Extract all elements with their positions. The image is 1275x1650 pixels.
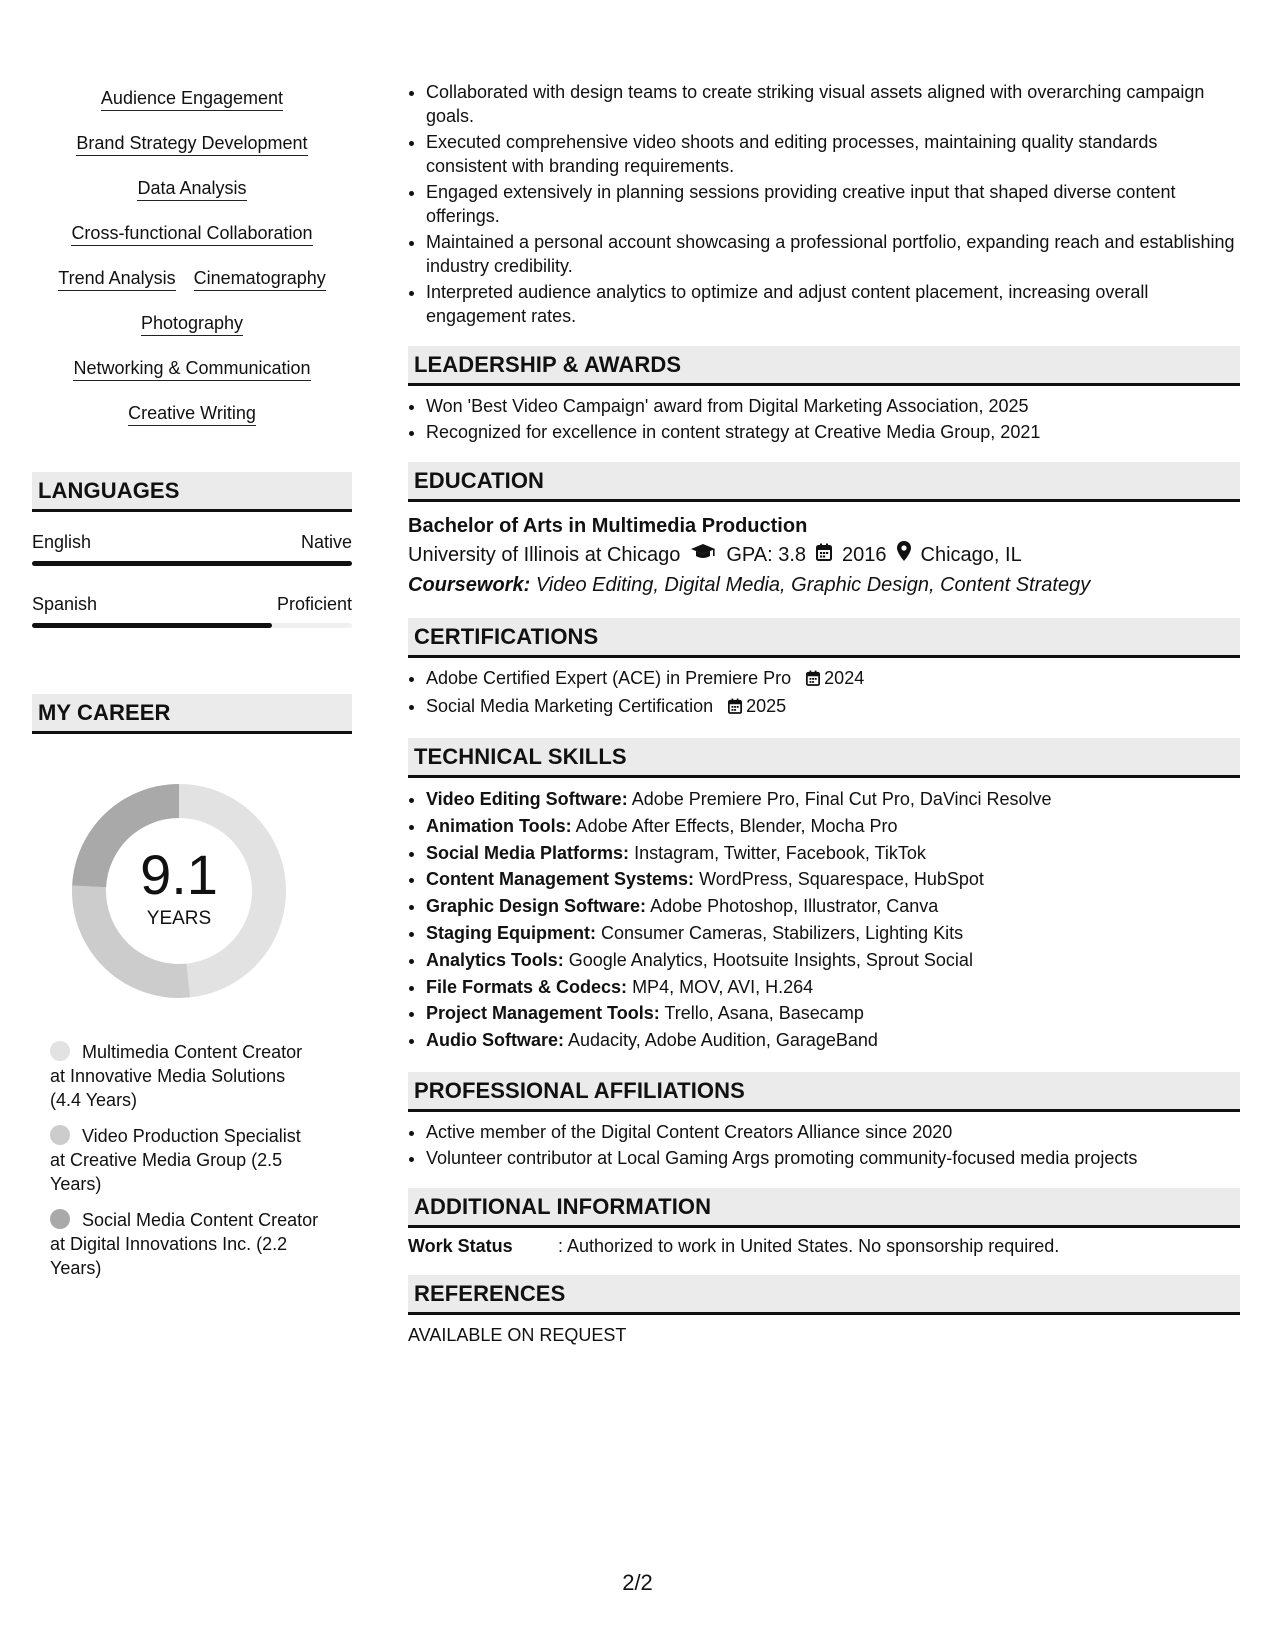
certification-item bbox=[426, 694, 1240, 720]
skill-tag: Audience Engagement bbox=[101, 82, 283, 111]
education-location: Chicago, IL bbox=[920, 544, 1022, 566]
leadership-item: • Won 'Best Video Campaign' award from Digital Marketing Association, 2025 bbox=[426, 394, 1240, 418]
technical-skill-label: Analytics Tools: bbox=[426, 949, 564, 970]
leadership-list bbox=[408, 394, 1240, 444]
languages-heading: LANGUAGES bbox=[32, 472, 352, 512]
career-role-text: Social Media Content Creator at Digital Innovations Inc. (2.2 Years) bbox=[50, 1210, 319, 1278]
calendar-icon bbox=[806, 668, 820, 692]
leadership-heading: LEADERSHIP & AWARDS bbox=[408, 346, 1240, 386]
language-level: Native bbox=[300, 532, 352, 552]
affiliation-item: • Volunteer contributor at Local Gaming Args promoting community-focused media projects bbox=[426, 1146, 1240, 1170]
certification-name: Adobe Certified Expert (ACE) in Premiere Pro bbox=[426, 668, 792, 688]
technical-skill-label: Graphic Design Software: bbox=[426, 896, 647, 917]
career-role-text: Video Production Specialist at Creative Media Group (2.5 Years) bbox=[50, 1126, 301, 1194]
technical-skill-value: Instagram, Twitter, Facebook, TikTok bbox=[634, 842, 926, 863]
technical-skill-value: Google Analytics, Hootsuite Insights, Sprout Social bbox=[568, 949, 973, 970]
career-role bbox=[50, 1208, 320, 1280]
certifications-list bbox=[408, 666, 1240, 720]
certification-year: 2024 bbox=[824, 668, 865, 688]
skill-tag: Brand Strategy Development bbox=[76, 127, 307, 156]
graduation-year: 2016 bbox=[842, 544, 887, 566]
technical-skill bbox=[426, 786, 1240, 813]
work-status-row bbox=[408, 1236, 1240, 1257]
technical-skill-value: Audacity, Adobe Audition, GarageBand bbox=[568, 1030, 878, 1051]
references-heading: REFERENCES bbox=[408, 1275, 1240, 1315]
language-bar-fill bbox=[32, 623, 272, 628]
language-bar bbox=[32, 561, 352, 566]
language-bar bbox=[32, 623, 352, 628]
technical-skill-value: MP4, MOV, AVI, H.264 bbox=[632, 976, 814, 997]
skill-tag: Networking & Communication bbox=[73, 352, 310, 381]
degree-title: Bachelor of Arts in Multimedia Production bbox=[408, 515, 808, 537]
calendar-icon bbox=[816, 540, 832, 570]
career-donut bbox=[66, 778, 292, 1004]
technical-skill bbox=[426, 947, 1240, 974]
career-unit: YEARS bbox=[146, 908, 212, 929]
technical-skill bbox=[426, 920, 1240, 947]
certification-item bbox=[426, 666, 1240, 692]
technical-skills-list bbox=[408, 786, 1240, 1054]
education-heading: EDUCATION bbox=[408, 462, 1240, 502]
coursework-list: Video Editing, Digital Media, Graphic Design, Content Strategy bbox=[535, 574, 1091, 596]
technical-skill bbox=[426, 866, 1240, 893]
left-column bbox=[32, 82, 352, 1292]
experience-bullets bbox=[408, 80, 1240, 328]
technical-skill-value: Adobe Premiere Pro, Final Cut Pro, DaVinci Resolve bbox=[631, 789, 1052, 809]
technical-skill bbox=[426, 893, 1240, 920]
right-column bbox=[408, 80, 1240, 1346]
affiliations-heading: PROFESSIONAL AFFILIATIONS bbox=[408, 1072, 1240, 1112]
career-roles bbox=[32, 1040, 352, 1280]
technical-skill-value: Trello, Asana, Basecamp bbox=[664, 1003, 864, 1024]
certifications-heading: CERTIFICATIONS bbox=[408, 618, 1240, 658]
affiliations-list bbox=[408, 1120, 1240, 1170]
technical-skill bbox=[426, 974, 1240, 1001]
technical-skill-value: Consumer Cameras, Stabilizers, Lighting Kits bbox=[601, 922, 964, 943]
career-heading: MY CAREER bbox=[32, 694, 352, 734]
language-name: Spanish bbox=[32, 594, 98, 614]
education-details bbox=[408, 540, 1240, 570]
location-pin-icon bbox=[897, 540, 911, 570]
experience-bullet: • Collaborated with design teams to create striking visual assets aligned with overarching campaign goals. bbox=[426, 80, 1240, 128]
experience-bullet: • Interpreted audience analytics to optimize and adjust content placement, increasing overall engagement rates. bbox=[426, 280, 1240, 328]
experience-bullet: • Executed comprehensive video shoots and editing processes, maintaining quality standards consistent with branding requirements. bbox=[426, 130, 1240, 178]
certification-name: Social Media Marketing Certification bbox=[426, 696, 714, 716]
technical-skill-label: Content Management Systems: bbox=[426, 869, 695, 890]
skill-tag: Creative Writing bbox=[128, 397, 256, 426]
experience-bullet: • Maintained a personal account showcasing a professional portfolio, expanding reach and establishing industry credibility. bbox=[426, 230, 1240, 278]
technical-skills-heading: TECHNICAL SKILLS bbox=[408, 738, 1240, 778]
technical-skill-label: Video Editing Software: bbox=[426, 789, 628, 809]
technical-skill-value: WordPress, Squarespace, HubSpot bbox=[699, 869, 984, 890]
additional-info-heading: ADDITIONAL INFORMATION bbox=[408, 1188, 1240, 1228]
language-item bbox=[32, 594, 352, 628]
technical-skill-label: Animation Tools: bbox=[426, 815, 572, 836]
skill-tag: Photography bbox=[141, 307, 243, 336]
certification-year: 2025 bbox=[746, 696, 787, 716]
career-total: 9.1 bbox=[140, 843, 218, 906]
calendar-icon bbox=[728, 696, 742, 720]
technical-skill-label: Project Management Tools: bbox=[426, 1003, 660, 1024]
skill-tag: Data Analysis bbox=[137, 172, 246, 201]
language-bar-fill bbox=[32, 561, 352, 566]
technical-skill bbox=[426, 840, 1240, 867]
references-text: AVAILABLE ON REQUEST bbox=[408, 1324, 627, 1345]
technical-skill-label: Staging Equipment: bbox=[426, 922, 596, 943]
technical-skill-label: File Formats & Codecs: bbox=[426, 976, 628, 997]
career-role-text: Multimedia Content Creator at Innovative Media Solutions (4.4 Years) bbox=[50, 1042, 303, 1110]
technical-skill-value: Adobe Photoshop, Illustrator, Canva bbox=[650, 896, 939, 917]
work-status-label: Work Status bbox=[408, 1235, 513, 1256]
leadership-item: • Recognized for excellence in content strategy at Creative Media Group, 2021 bbox=[426, 420, 1240, 444]
legend-dot bbox=[50, 1209, 70, 1229]
work-status-value: : Authorized to work in United States. No sponsorship required. bbox=[558, 1235, 1060, 1256]
skill-tag: Cross-functional Collaboration bbox=[71, 217, 312, 246]
technical-skill-label: Audio Software: bbox=[426, 1030, 564, 1051]
school-name: University of Illinois at Chicago bbox=[408, 544, 681, 566]
career-role bbox=[50, 1040, 320, 1112]
technical-skill-value: Adobe After Effects, Blender, Mocha Pro bbox=[575, 815, 898, 836]
legend-dot bbox=[50, 1041, 70, 1061]
language-item bbox=[32, 532, 352, 566]
coursework bbox=[408, 570, 1240, 600]
technical-skill bbox=[426, 813, 1240, 840]
skill-tag: Trend Analysis bbox=[58, 262, 175, 291]
graduation-cap-icon bbox=[690, 540, 716, 570]
legend-dot bbox=[50, 1125, 70, 1145]
coursework-label: Coursework: bbox=[408, 574, 531, 596]
language-name: English bbox=[32, 532, 92, 552]
technical-skill-label: Social Media Platforms: bbox=[426, 842, 630, 863]
technical-skill bbox=[426, 1027, 1240, 1054]
career-role bbox=[50, 1124, 320, 1196]
gpa: GPA: 3.8 bbox=[726, 544, 807, 566]
affiliation-item: • Active member of the Digital Content Creators Alliance since 2020 bbox=[426, 1120, 1240, 1144]
experience-bullet: • Engaged extensively in planning sessions providing creative input that shaped diverse content offerings. bbox=[426, 180, 1240, 228]
page-number: 2/2 bbox=[622, 1570, 653, 1595]
language-level: Proficient bbox=[276, 594, 352, 614]
technical-skill bbox=[426, 1000, 1240, 1027]
skills-list bbox=[32, 82, 352, 442]
skill-tag: Cinematography bbox=[194, 262, 326, 291]
